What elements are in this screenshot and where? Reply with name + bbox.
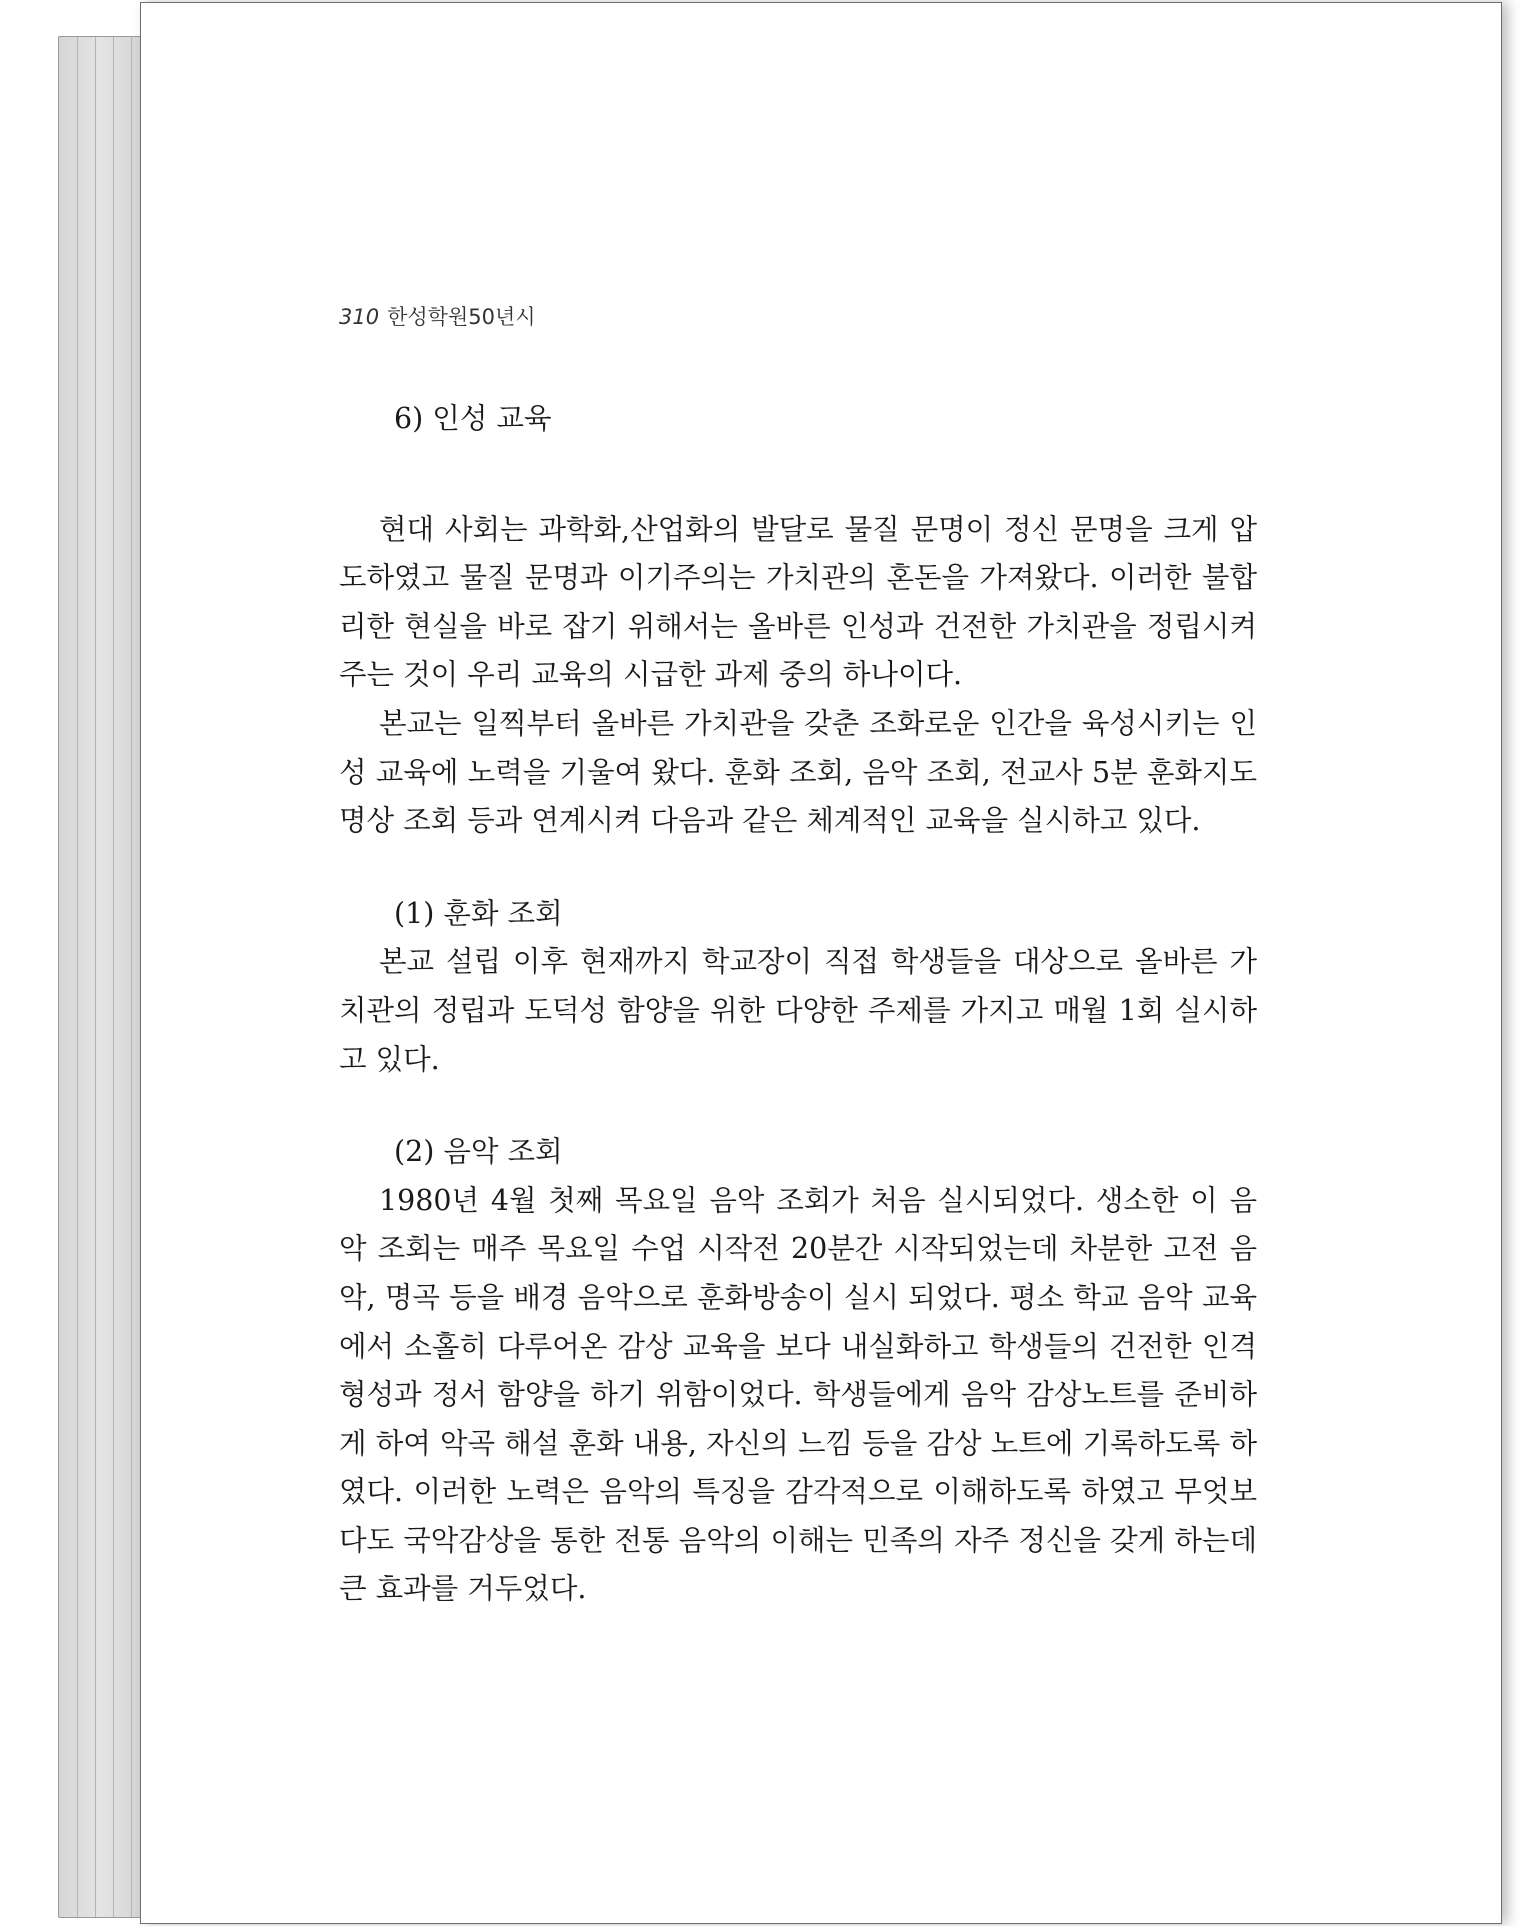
page-edge-line — [95, 37, 96, 1917]
running-header — [339, 301, 536, 331]
page-edge-line — [77, 37, 78, 1917]
paragraph: 현대 사회는 과학화,산업화의 발달로 물질 문명이 정신 문명을 크게 압도하였고 물질 문명과 이기주의는 가치관의 혼돈을 가져왔다. 이러한 불합리한 현실을 바로 잡기 위해서는 올바른 인성과 건전한 가치관을 정립시켜 주는 것이 우리 교육의 시급한 과제 중의 하나이다. — [339, 512, 1257, 692]
section-heading: 6) 인성 교육 — [394, 402, 552, 435]
page-edge-line — [131, 37, 132, 1917]
paragraph: 본교는 일찍부터 올바른 가치관을 갖춘 조화로운 인간을 육성시키는 인성 교육에 노력을 기울여 왔다. 훈화 조회, 음악 조회, 전교사 5분 훈화지도 명상 조회 등과 연계시켜 다음과 같은 체계적인 교육을 실시하고 있다. — [339, 706, 1257, 838]
page-body — [339, 395, 1257, 1614]
subsection-heading: (2) 음악 조회 — [394, 1135, 563, 1169]
page-edge-line — [113, 37, 114, 1917]
book-title: 한성학원50년시 — [387, 305, 536, 329]
paragraph: 본교 설립 이후 현재까지 학교장이 직접 학생들을 대상으로 올바른 가치관의 정립과 도덕성 함양을 위한 다양한 주제를 가지고 매월 1회 실시하고 있다. — [339, 945, 1257, 1076]
page-number: 310 — [339, 305, 380, 329]
document-page — [140, 2, 1502, 1924]
paragraph: 1980년 4월 첫째 목요일 음악 조회가 처음 실시되었다. 생소한 이 음악 조회는 매주 목요일 수업 시작전 20분간 시작되었는데 차분한 고전 음악, 명곡 등을 배경 음악으로 훈화방송이 실시 되었다. 평소 학교 음악 교육에서 소홀히 다루어온 감상 교육을 보다 내실화하고 학생들의 건전한 인격 형성과 정서 함양을 하기 위함이었다. 학생들에게 음악 감상노트를 준비하게 하여 악곡 해설 훈화 내용, 자신의 느낌 등을 감상 노트에 기록하도록 하였다. 이러한 노력은 음악의 특징을 감각적으로 이해하도록 하였고 무엇보다도 국악감상을 통한 전통 음악의 이해는 민족의 자주 정신을 갖게 하는데 큰 효과를 거두었다. — [339, 1183, 1257, 1606]
subsection-heading: (1) 훈화 조회 — [394, 896, 563, 930]
